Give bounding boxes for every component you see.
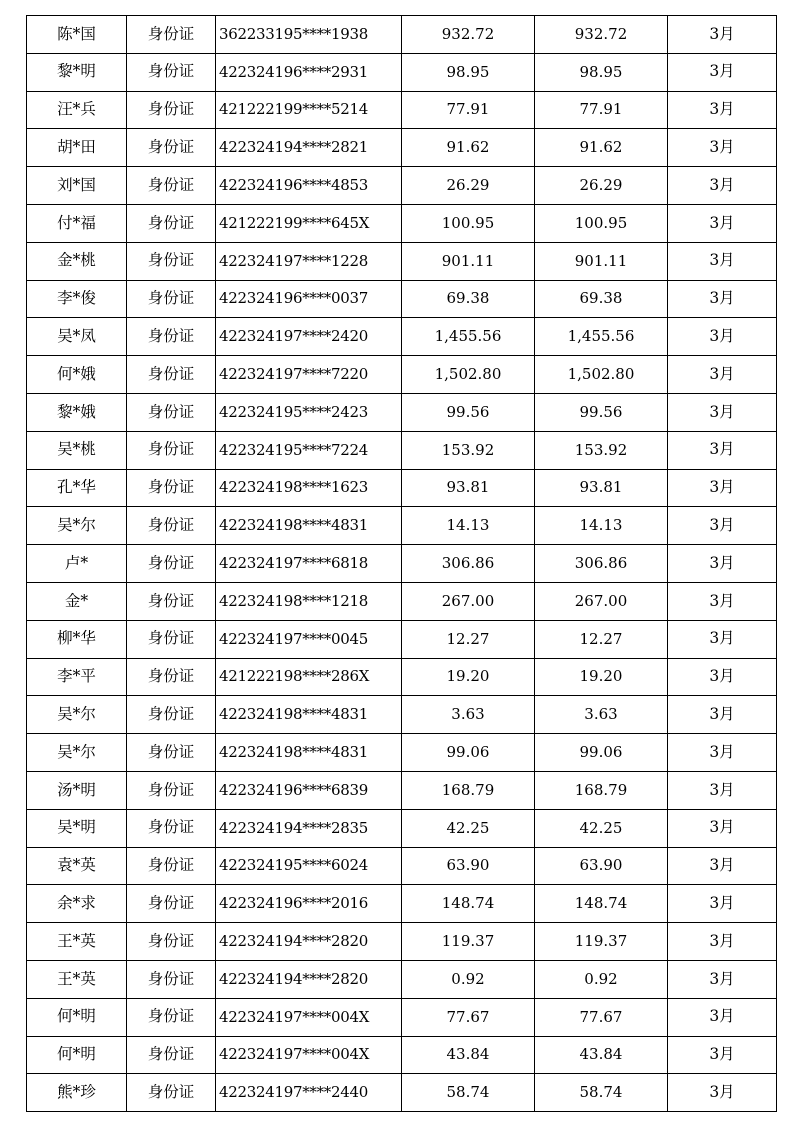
- month-cell: 3月: [668, 1074, 777, 1112]
- payment-table-body: [27, 16, 777, 1112]
- table-row: [27, 771, 777, 809]
- month-cell: 3月: [668, 885, 777, 923]
- paid-amount-cell: 119.37: [535, 923, 668, 961]
- table-row: [27, 1036, 777, 1074]
- id-type-cell: 身份证: [127, 809, 216, 847]
- amount-cell: 98.95: [402, 53, 535, 91]
- name-cell: 卢*: [27, 545, 127, 583]
- name-cell: 胡*田: [27, 129, 127, 167]
- id-number-cell: 422324197****7220: [216, 356, 402, 394]
- amount-cell: 3.63: [402, 696, 535, 734]
- table-row: [27, 356, 777, 394]
- id-type-cell: 身份证: [127, 431, 216, 469]
- id-number-cell: 422324195****2423: [216, 393, 402, 431]
- table-row: [27, 545, 777, 583]
- paid-amount-cell: 901.11: [535, 242, 668, 280]
- amount-cell: 69.38: [402, 280, 535, 318]
- id-number-cell: 421222199****5214: [216, 91, 402, 129]
- name-cell: 熊*珍: [27, 1074, 127, 1112]
- id-type-cell: 身份证: [127, 771, 216, 809]
- id-number-cell: 422324197****2440: [216, 1074, 402, 1112]
- paid-amount-cell: 69.38: [535, 280, 668, 318]
- paid-amount-cell: 58.74: [535, 1074, 668, 1112]
- table-row: [27, 431, 777, 469]
- id-number-cell: 422324194****2820: [216, 960, 402, 998]
- amount-cell: 93.81: [402, 469, 535, 507]
- name-cell: 余*求: [27, 885, 127, 923]
- month-cell: 3月: [668, 658, 777, 696]
- month-cell: 3月: [668, 204, 777, 242]
- month-cell: 3月: [668, 582, 777, 620]
- id-number-cell: 422324198****4831: [216, 507, 402, 545]
- paid-amount-cell: 26.29: [535, 167, 668, 205]
- id-type-cell: 身份证: [127, 696, 216, 734]
- table-row: [27, 242, 777, 280]
- table-row: [27, 507, 777, 545]
- month-cell: 3月: [668, 620, 777, 658]
- table-row: [27, 847, 777, 885]
- paid-amount-cell: 77.91: [535, 91, 668, 129]
- amount-cell: 153.92: [402, 431, 535, 469]
- paid-amount-cell: 99.56: [535, 393, 668, 431]
- month-cell: 3月: [668, 545, 777, 583]
- id-number-cell: 422324197****0045: [216, 620, 402, 658]
- month-cell: 3月: [668, 129, 777, 167]
- amount-cell: 119.37: [402, 923, 535, 961]
- amount-cell: 1,455.56: [402, 318, 535, 356]
- id-type-cell: 身份证: [127, 469, 216, 507]
- month-cell: 3月: [668, 393, 777, 431]
- id-type-cell: 身份证: [127, 167, 216, 205]
- id-number-cell: 422324195****7224: [216, 431, 402, 469]
- id-number-cell: 422324196****2931: [216, 53, 402, 91]
- id-number-cell: 422324198****1623: [216, 469, 402, 507]
- id-type-cell: 身份证: [127, 1036, 216, 1074]
- table-row: [27, 960, 777, 998]
- month-cell: 3月: [668, 960, 777, 998]
- month-cell: 3月: [668, 53, 777, 91]
- name-cell: 吴*尔: [27, 696, 127, 734]
- id-number-cell: 422324196****0037: [216, 280, 402, 318]
- id-number-cell: 422324197****004X: [216, 1036, 402, 1074]
- paid-amount-cell: 63.90: [535, 847, 668, 885]
- month-cell: 3月: [668, 809, 777, 847]
- paid-amount-cell: 932.72: [535, 16, 668, 54]
- amount-cell: 306.86: [402, 545, 535, 583]
- paid-amount-cell: 3.63: [535, 696, 668, 734]
- table-row: [27, 280, 777, 318]
- name-cell: 柳*华: [27, 620, 127, 658]
- table-row: [27, 129, 777, 167]
- paid-amount-cell: 153.92: [535, 431, 668, 469]
- month-cell: 3月: [668, 318, 777, 356]
- paid-amount-cell: 12.27: [535, 620, 668, 658]
- table-row: [27, 885, 777, 923]
- name-cell: 付*福: [27, 204, 127, 242]
- table-row: [27, 469, 777, 507]
- paid-amount-cell: 77.67: [535, 998, 668, 1036]
- name-cell: 何*娥: [27, 356, 127, 394]
- id-type-cell: 身份证: [127, 885, 216, 923]
- amount-cell: 14.13: [402, 507, 535, 545]
- table-row: [27, 696, 777, 734]
- name-cell: 吴*尔: [27, 734, 127, 772]
- id-number-cell: 422324197****2420: [216, 318, 402, 356]
- amount-cell: 0.92: [402, 960, 535, 998]
- id-number-cell: 422324196****2016: [216, 885, 402, 923]
- paid-amount-cell: 306.86: [535, 545, 668, 583]
- table-row: [27, 16, 777, 54]
- name-cell: 黎*娥: [27, 393, 127, 431]
- paid-amount-cell: 1,455.56: [535, 318, 668, 356]
- id-number-cell: 422324194****2821: [216, 129, 402, 167]
- id-number-cell: 422324197****004X: [216, 998, 402, 1036]
- month-cell: 3月: [668, 1036, 777, 1074]
- month-cell: 3月: [668, 356, 777, 394]
- id-number-cell: 422324196****6839: [216, 771, 402, 809]
- name-cell: 何*明: [27, 998, 127, 1036]
- paid-amount-cell: 19.20: [535, 658, 668, 696]
- month-cell: 3月: [668, 91, 777, 129]
- month-cell: 3月: [668, 696, 777, 734]
- paid-amount-cell: 99.06: [535, 734, 668, 772]
- id-number-cell: 422324198****1218: [216, 582, 402, 620]
- amount-cell: 148.74: [402, 885, 535, 923]
- amount-cell: 42.25: [402, 809, 535, 847]
- amount-cell: 77.67: [402, 998, 535, 1036]
- amount-cell: 77.91: [402, 91, 535, 129]
- month-cell: 3月: [668, 469, 777, 507]
- table-row: [27, 1074, 777, 1112]
- table-row: [27, 620, 777, 658]
- table-row: [27, 923, 777, 961]
- id-number-cell: 422324198****4831: [216, 734, 402, 772]
- id-number-cell: 362233195****1938: [216, 16, 402, 54]
- paid-amount-cell: 98.95: [535, 53, 668, 91]
- id-number-cell: 421222198****286X: [216, 658, 402, 696]
- id-type-cell: 身份证: [127, 393, 216, 431]
- name-cell: 金*: [27, 582, 127, 620]
- amount-cell: 100.95: [402, 204, 535, 242]
- amount-cell: 1,502.80: [402, 356, 535, 394]
- id-number-cell: 422324194****2820: [216, 923, 402, 961]
- name-cell: 金*桃: [27, 242, 127, 280]
- paid-amount-cell: 43.84: [535, 1036, 668, 1074]
- amount-cell: 168.79: [402, 771, 535, 809]
- name-cell: 李*俊: [27, 280, 127, 318]
- table-row: [27, 734, 777, 772]
- table-row: [27, 167, 777, 205]
- id-type-cell: 身份证: [127, 960, 216, 998]
- paid-amount-cell: 93.81: [535, 469, 668, 507]
- id-number-cell: 422324197****6818: [216, 545, 402, 583]
- id-type-cell: 身份证: [127, 356, 216, 394]
- id-number-cell: 422324197****1228: [216, 242, 402, 280]
- id-type-cell: 身份证: [127, 1074, 216, 1112]
- id-number-cell: 422324198****4831: [216, 696, 402, 734]
- name-cell: 何*明: [27, 1036, 127, 1074]
- name-cell: 陈*国: [27, 16, 127, 54]
- id-type-cell: 身份证: [127, 91, 216, 129]
- name-cell: 袁*英: [27, 847, 127, 885]
- paid-amount-cell: 14.13: [535, 507, 668, 545]
- name-cell: 王*英: [27, 923, 127, 961]
- table-row: [27, 998, 777, 1036]
- amount-cell: 26.29: [402, 167, 535, 205]
- name-cell: 刘*国: [27, 167, 127, 205]
- paid-amount-cell: 100.95: [535, 204, 668, 242]
- table-row: [27, 393, 777, 431]
- id-type-cell: 身份证: [127, 923, 216, 961]
- table-row: [27, 53, 777, 91]
- id-number-cell: 422324195****6024: [216, 847, 402, 885]
- id-type-cell: 身份证: [127, 507, 216, 545]
- month-cell: 3月: [668, 771, 777, 809]
- amount-cell: 12.27: [402, 620, 535, 658]
- name-cell: 吴*明: [27, 809, 127, 847]
- month-cell: 3月: [668, 167, 777, 205]
- id-type-cell: 身份证: [127, 318, 216, 356]
- id-type-cell: 身份证: [127, 658, 216, 696]
- amount-cell: 901.11: [402, 242, 535, 280]
- id-type-cell: 身份证: [127, 847, 216, 885]
- id-type-cell: 身份证: [127, 16, 216, 54]
- amount-cell: 63.90: [402, 847, 535, 885]
- paid-amount-cell: 42.25: [535, 809, 668, 847]
- amount-cell: 932.72: [402, 16, 535, 54]
- month-cell: 3月: [668, 280, 777, 318]
- table-row: [27, 204, 777, 242]
- name-cell: 孔*华: [27, 469, 127, 507]
- id-number-cell: 422324196****4853: [216, 167, 402, 205]
- id-type-cell: 身份证: [127, 242, 216, 280]
- paid-amount-cell: 267.00: [535, 582, 668, 620]
- id-type-cell: 身份证: [127, 129, 216, 167]
- month-cell: 3月: [668, 431, 777, 469]
- id-type-cell: 身份证: [127, 280, 216, 318]
- paid-amount-cell: 168.79: [535, 771, 668, 809]
- amount-cell: 19.20: [402, 658, 535, 696]
- id-type-cell: 身份证: [127, 998, 216, 1036]
- month-cell: 3月: [668, 923, 777, 961]
- name-cell: 黎*明: [27, 53, 127, 91]
- name-cell: 吴*尔: [27, 507, 127, 545]
- month-cell: 3月: [668, 507, 777, 545]
- name-cell: 吴*桃: [27, 431, 127, 469]
- table-row: [27, 809, 777, 847]
- amount-cell: 58.74: [402, 1074, 535, 1112]
- paid-amount-cell: 0.92: [535, 960, 668, 998]
- id-type-cell: 身份证: [127, 734, 216, 772]
- month-cell: 3月: [668, 16, 777, 54]
- payment-table: [26, 15, 777, 1112]
- name-cell: 王*英: [27, 960, 127, 998]
- paid-amount-cell: 91.62: [535, 129, 668, 167]
- month-cell: 3月: [668, 998, 777, 1036]
- id-number-cell: 421222199****645X: [216, 204, 402, 242]
- amount-cell: 99.56: [402, 393, 535, 431]
- name-cell: 吴*凤: [27, 318, 127, 356]
- table-row: [27, 582, 777, 620]
- amount-cell: 91.62: [402, 129, 535, 167]
- paid-amount-cell: 148.74: [535, 885, 668, 923]
- amount-cell: 267.00: [402, 582, 535, 620]
- id-type-cell: 身份证: [127, 204, 216, 242]
- name-cell: 李*平: [27, 658, 127, 696]
- paid-amount-cell: 1,502.80: [535, 356, 668, 394]
- id-number-cell: 422324194****2835: [216, 809, 402, 847]
- id-type-cell: 身份证: [127, 620, 216, 658]
- month-cell: 3月: [668, 242, 777, 280]
- table-row: [27, 318, 777, 356]
- name-cell: 汪*兵: [27, 91, 127, 129]
- month-cell: 3月: [668, 734, 777, 772]
- table-row: [27, 91, 777, 129]
- table-row: [27, 658, 777, 696]
- name-cell: 汤*明: [27, 771, 127, 809]
- amount-cell: 43.84: [402, 1036, 535, 1074]
- id-type-cell: 身份证: [127, 53, 216, 91]
- id-type-cell: 身份证: [127, 545, 216, 583]
- id-type-cell: 身份证: [127, 582, 216, 620]
- amount-cell: 99.06: [402, 734, 535, 772]
- month-cell: 3月: [668, 847, 777, 885]
